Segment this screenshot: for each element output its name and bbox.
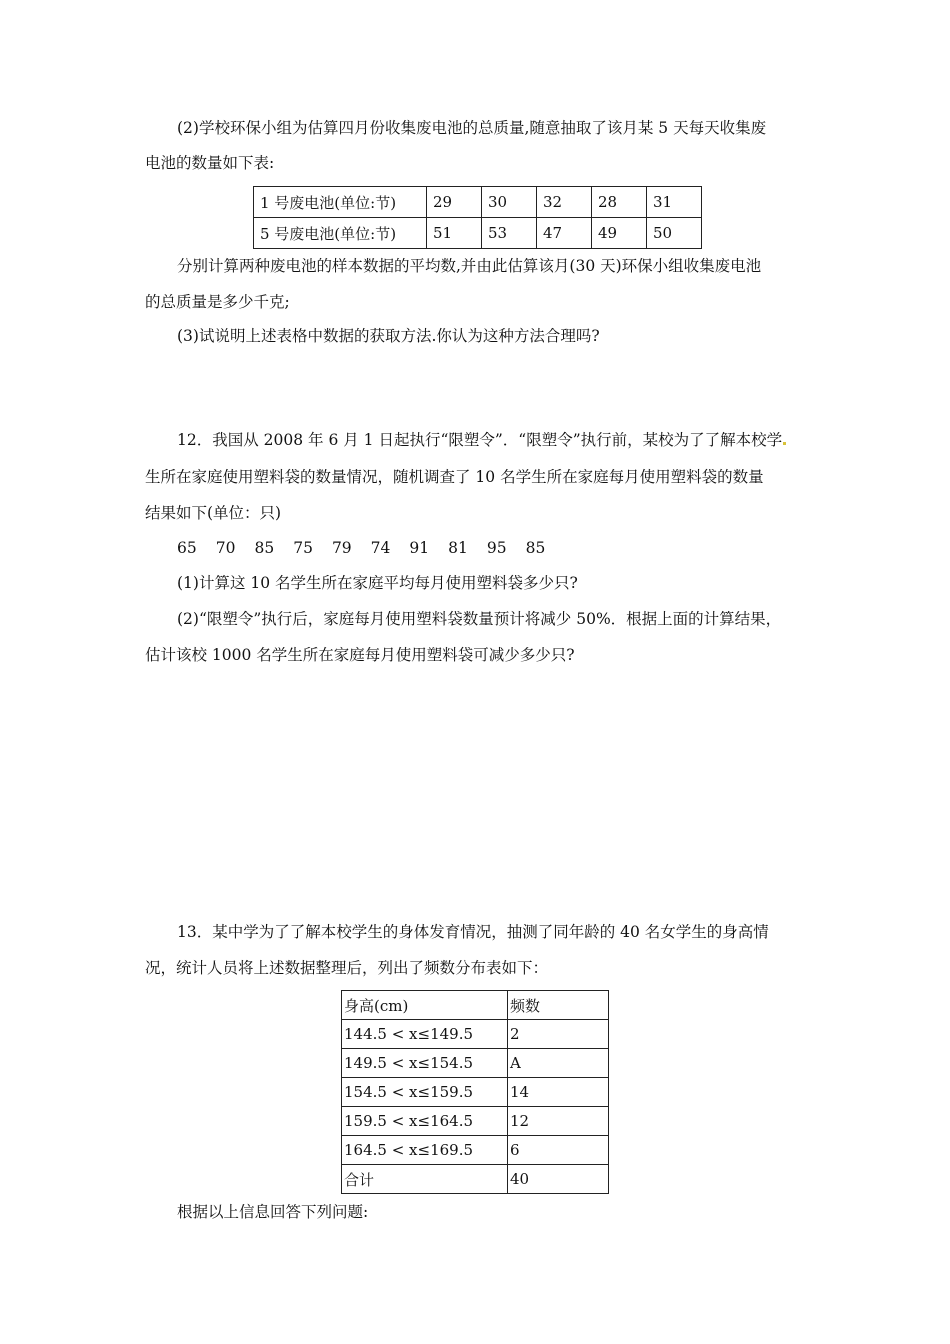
- table-cell: 28: [592, 187, 647, 218]
- height-frequency-table: [341, 990, 609, 1194]
- number-item: 85: [525, 539, 546, 557]
- number-item: 70: [215, 539, 236, 557]
- number-item: 75: [293, 539, 313, 557]
- q12-part2-line2: 估计该校 1000 名学生所在家庭每月使用塑料袋可减少多少只?: [145, 646, 575, 664]
- q12-part1: (1)计算这 10 名学生所在家庭平均每月使用塑料袋多少只?: [177, 574, 578, 592]
- table-cell: 51: [427, 218, 482, 249]
- table-cell: 50: [647, 218, 702, 249]
- number-item: 85: [254, 539, 275, 557]
- number-item: 79: [331, 539, 352, 557]
- table-cell: 49: [592, 218, 647, 249]
- table-row: [342, 1107, 609, 1136]
- table-row: [254, 187, 702, 218]
- table-cell: 32: [537, 187, 592, 218]
- table-cell: 31: [647, 187, 702, 218]
- q11-part2-line2: 电池的数量如下表:: [145, 154, 275, 172]
- q13-line1: 13．某中学为了了解本校学生的身体发育情况，抽测了同年龄的 40 名女学生的身高情: [177, 923, 769, 941]
- table-cell: 154.5 < x≤159.5: [342, 1078, 508, 1107]
- table-row: [342, 1049, 609, 1078]
- q12-line1: [177, 430, 786, 450]
- table-cell: 14: [508, 1078, 609, 1107]
- table-cell: 149.5 < x≤154.5: [342, 1049, 508, 1078]
- q11-part3: (3)试说明上述表格中数据的获取方法.你认为这种方法合理吗?: [177, 327, 600, 345]
- number-item: 65: [177, 539, 197, 557]
- table-header-cell: 频数: [508, 991, 609, 1020]
- table-cell: 144.5 < x≤149.5: [342, 1020, 508, 1049]
- table-cell: 12: [508, 1107, 609, 1136]
- table-cell: 159.5 < x≤164.5: [342, 1107, 508, 1136]
- number-item: 74: [370, 539, 391, 557]
- table-cell: 40: [508, 1165, 609, 1194]
- table-cell: 5 号废电池(单位:节): [254, 218, 427, 249]
- q12-line3: 结果如下(单位：只): [145, 504, 282, 522]
- q11-after-line2: 的总质量是多少千克;: [145, 293, 290, 311]
- battery-table: [253, 186, 702, 249]
- table-cell: 29: [427, 187, 482, 218]
- q12-line2: 生所在家庭使用塑料袋的数量情况，随机调查了 10 名学生所在家庭每月使用塑料袋的数量: [145, 468, 764, 486]
- q13-line2: 况，统计人员将上述数据整理后，列出了频数分布表如下：: [145, 959, 549, 977]
- q13-closing: 根据以上信息回答下列问题:: [177, 1203, 369, 1221]
- table-header-row: [342, 991, 609, 1020]
- q11-after-line1: 分别计算两种废电池的样本数据的平均数,并由此估算该月(30 天)环保小组收集废电池: [177, 257, 762, 275]
- table-cell: 1 号废电池(单位:节): [254, 187, 427, 218]
- table-cell: 6: [508, 1136, 609, 1165]
- table-row: [342, 1165, 609, 1194]
- table-cell: 53: [482, 218, 537, 249]
- table-cell: 47: [537, 218, 592, 249]
- number-item: 91: [409, 539, 430, 557]
- highlight-dot-icon: [783, 442, 786, 445]
- number-item: 95: [486, 539, 507, 557]
- table-row: [342, 1136, 609, 1165]
- table-cell: 164.5 < x≤169.5: [342, 1136, 508, 1165]
- table-row: [254, 218, 702, 249]
- table-header-cell: 身高(cm): [342, 991, 508, 1020]
- q12-numbers: [177, 538, 564, 558]
- table-row: [342, 1078, 609, 1107]
- q12-part2-line1: (2)“限塑令”执行后，家庭每月使用塑料袋数量预计将减少 50%．根据上面的计算结果，: [177, 610, 782, 628]
- q11-part2-line1: (2)学校环保小组为估算四月份收集废电池的总质量,随意抽取了该月某 5 天每天收集废: [177, 119, 767, 137]
- number-item: 81: [448, 539, 468, 557]
- table-cell: 30: [482, 187, 537, 218]
- table-row: [342, 1020, 609, 1049]
- table-cell: 合计: [342, 1165, 508, 1194]
- table-cell: A: [508, 1049, 609, 1078]
- table-cell: 2: [508, 1020, 609, 1049]
- q12-line1-text: 12．我国从 2008 年 6 月 1 日起执行“限塑令”．“限塑令”执行前，某校为了了解本校学: [177, 431, 783, 449]
